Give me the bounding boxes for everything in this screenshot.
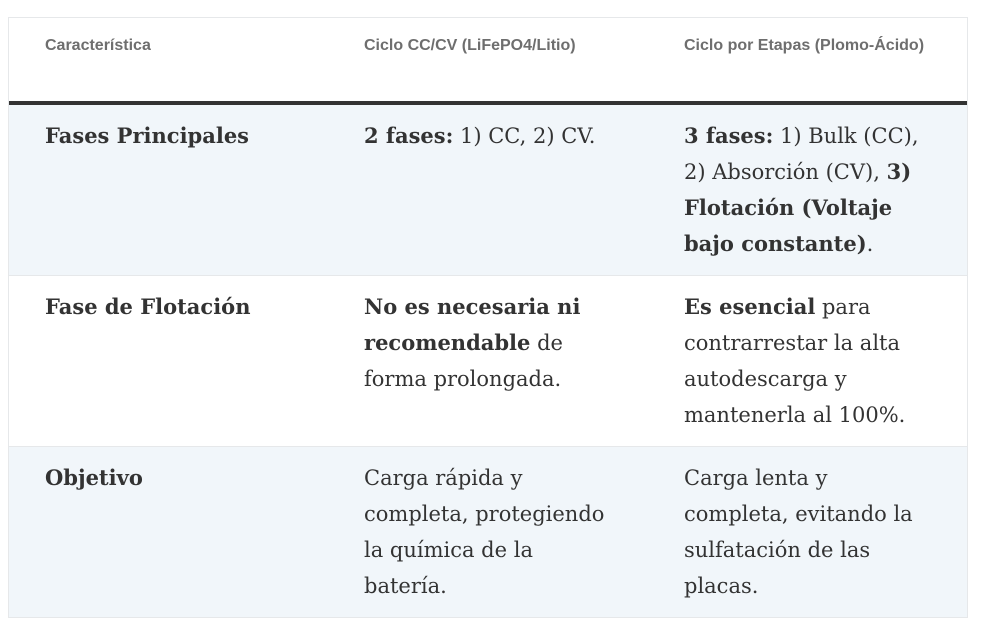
table-row (9, 276, 967, 447)
comparison-table-container (8, 17, 968, 618)
header-characteristic: Característica (9, 18, 328, 103)
cell-bold-text: No es necesaria ni recomendable (364, 294, 581, 355)
cell-cc-cv (328, 276, 648, 447)
cell-stages: Carga lenta y completa, evitando la sulfatación de las placas. (648, 447, 967, 618)
table-body (9, 103, 967, 618)
row-label: Objetivo (9, 447, 328, 618)
cell-text: de forma prolongada. (364, 331, 563, 391)
cell-text: 1) CC, 2) CV. (453, 124, 596, 148)
cell-text: . (866, 232, 874, 256)
header-row (9, 18, 967, 103)
cell-cc-cv: Carga rápida y completa, protegiendo la química de la batería. (328, 447, 648, 618)
cell-text: para contrarrestar la alta autodescarga y mantenerla al 100%. (684, 295, 906, 427)
cell-stages (648, 103, 967, 276)
table-row (9, 447, 967, 618)
row-label: Fases Principales (9, 103, 328, 276)
cell-bold-text: 2 fases: (364, 123, 454, 148)
table-row (9, 103, 967, 276)
header-stage-cycle: Ciclo por Etapas (Plomo-Ácido) (648, 18, 967, 103)
cell-cc-cv (328, 103, 648, 276)
cell-bold-text: 3 fases: (684, 123, 774, 148)
table-header (9, 18, 967, 103)
cell-bold-text: 3) Flotación (Voltaje bajo constante) (684, 159, 912, 256)
cell-bold-text: Es esencial (684, 294, 816, 319)
header-cc-cv-cycle: Ciclo CC/CV (LiFePO4/Litio) (328, 18, 648, 103)
cell-text: 1) Bulk (CC), 2) Absorción (CV), (684, 124, 919, 184)
cell-stages (648, 276, 967, 447)
row-label: Fase de Flotación (9, 276, 328, 447)
comparison-table (9, 18, 967, 618)
